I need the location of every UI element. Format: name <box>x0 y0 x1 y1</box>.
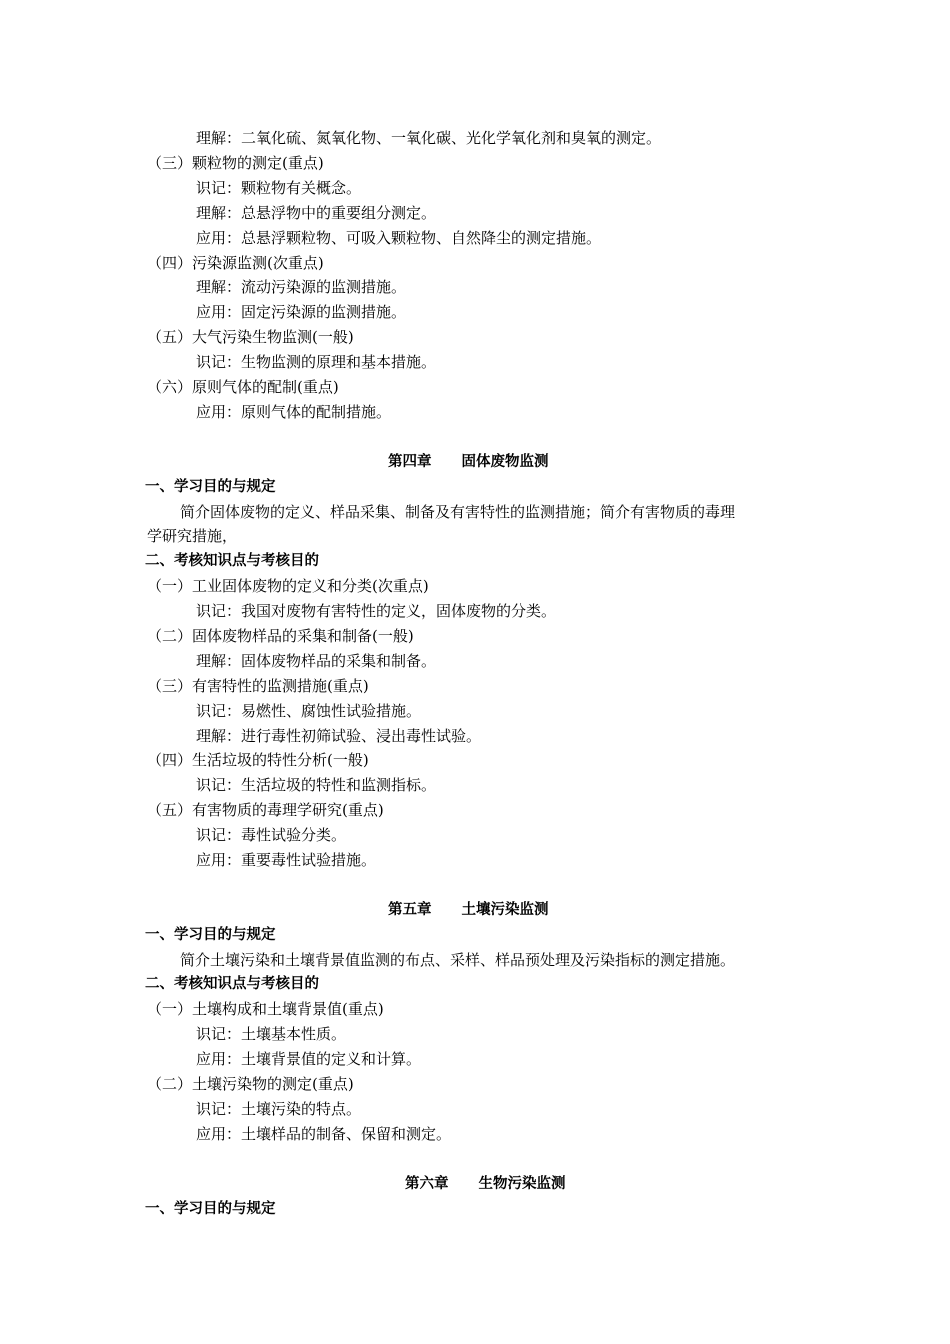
chapter-number: 第五章 <box>388 902 432 918</box>
text-line: 理解：流动污染源的监测措施。 <box>196 278 407 296</box>
text-line: 识记：我国对废物有害特性的定义，固体废物的分类。 <box>196 602 557 620</box>
text-line: 应用：土壤样品的制备、保留和测定。 <box>196 1125 452 1143</box>
text-line: 理解：总悬浮物中的重要组分测定。 <box>196 204 437 222</box>
text-line: 理解：固体废物样品的采集和制备。 <box>196 652 437 670</box>
chapter-heading <box>388 900 549 920</box>
chapter-number: 第四章 <box>388 454 432 470</box>
text-line: 应用：土壤背景值的定义和计算。 <box>196 1050 422 1068</box>
chapter-title: 土壤污染监测 <box>461 902 549 918</box>
section-heading: 一、学习目的与规定 <box>145 479 276 495</box>
section-heading: 二、考核知识点与考核目的 <box>145 976 319 992</box>
chapter-heading <box>388 452 549 472</box>
text-line: 识记：生物监测的原理和基本措施。 <box>196 353 437 371</box>
text-line: 理解：二氧化硫、氮氧化物、一氧化碳、光化学氧化剂和臭氧的测定。 <box>196 129 662 147</box>
section-item: （四）污染源监测(次重点) <box>147 254 324 272</box>
chapter-title: 生物污染监测 <box>478 1176 566 1192</box>
section-heading: 一、学习目的与规定 <box>145 1201 276 1217</box>
text-line: 应用：重要毒性试验措施。 <box>196 851 377 869</box>
text-line: 识记：颗粒物有关概念。 <box>196 179 362 197</box>
text-line: 识记：生活垃圾的特性和监测指标。 <box>196 776 437 794</box>
paragraph-line: 简介土壤污染和土壤背景值监测的布点、采样、样品预处理及污染指标的测定措施。 <box>180 951 736 969</box>
text-line: 识记：土壤基本性质。 <box>196 1025 347 1043</box>
text-line: 理解：进行毒性初筛试验、浸出毒性试验。 <box>196 727 482 745</box>
paragraph-line: 简介固体废物的定义、样品采集、制备及有害特性的监测措施；简介有害物质的毒理 <box>180 503 736 521</box>
section-item: （三）颗粒物的测定(重点) <box>147 154 324 172</box>
text-line: 识记：土壤污染的特点。 <box>196 1100 362 1118</box>
section-item: （五）有害物质的毒理学研究(重点) <box>147 801 384 819</box>
section-item: （四）生活垃圾的特性分析(一般) <box>147 751 369 769</box>
section-item: （五）大气污染生物监测(一般) <box>147 328 354 346</box>
text-line: 识记：易燃性、腐蚀性试验措施。 <box>196 702 422 720</box>
chapter-number: 第六章 <box>405 1176 449 1192</box>
section-item: （一）工业固体废物的定义和分类(次重点) <box>147 577 429 595</box>
section-item: （三）有害特性的监测措施(重点) <box>147 677 369 695</box>
section-item: （二）土壤污染物的测定(重点) <box>147 1075 354 1093</box>
text-line: 应用：总悬浮颗粒物、可吸入颗粒物、自然降尘的测定措施。 <box>196 229 602 247</box>
section-item: （二）固体废物样品的采集和制备(一般) <box>147 627 414 645</box>
text-line: 应用：原则气体的配制措施。 <box>196 403 392 421</box>
section-item: （一）土壤构成和土壤背景值(重点) <box>147 1000 384 1018</box>
paragraph-line: 学研究措施， <box>147 527 238 545</box>
chapter-heading <box>405 1174 566 1194</box>
text-line: 应用：固定污染源的监测措施。 <box>196 303 407 321</box>
section-heading: 一、学习目的与规定 <box>145 927 276 943</box>
section-heading: 二、考核知识点与考核目的 <box>145 553 319 569</box>
chapter-title: 固体废物监测 <box>461 454 549 470</box>
text-line: 识记：毒性试验分类。 <box>196 826 347 844</box>
section-item: （六）原则气体的配制(重点) <box>147 378 339 396</box>
